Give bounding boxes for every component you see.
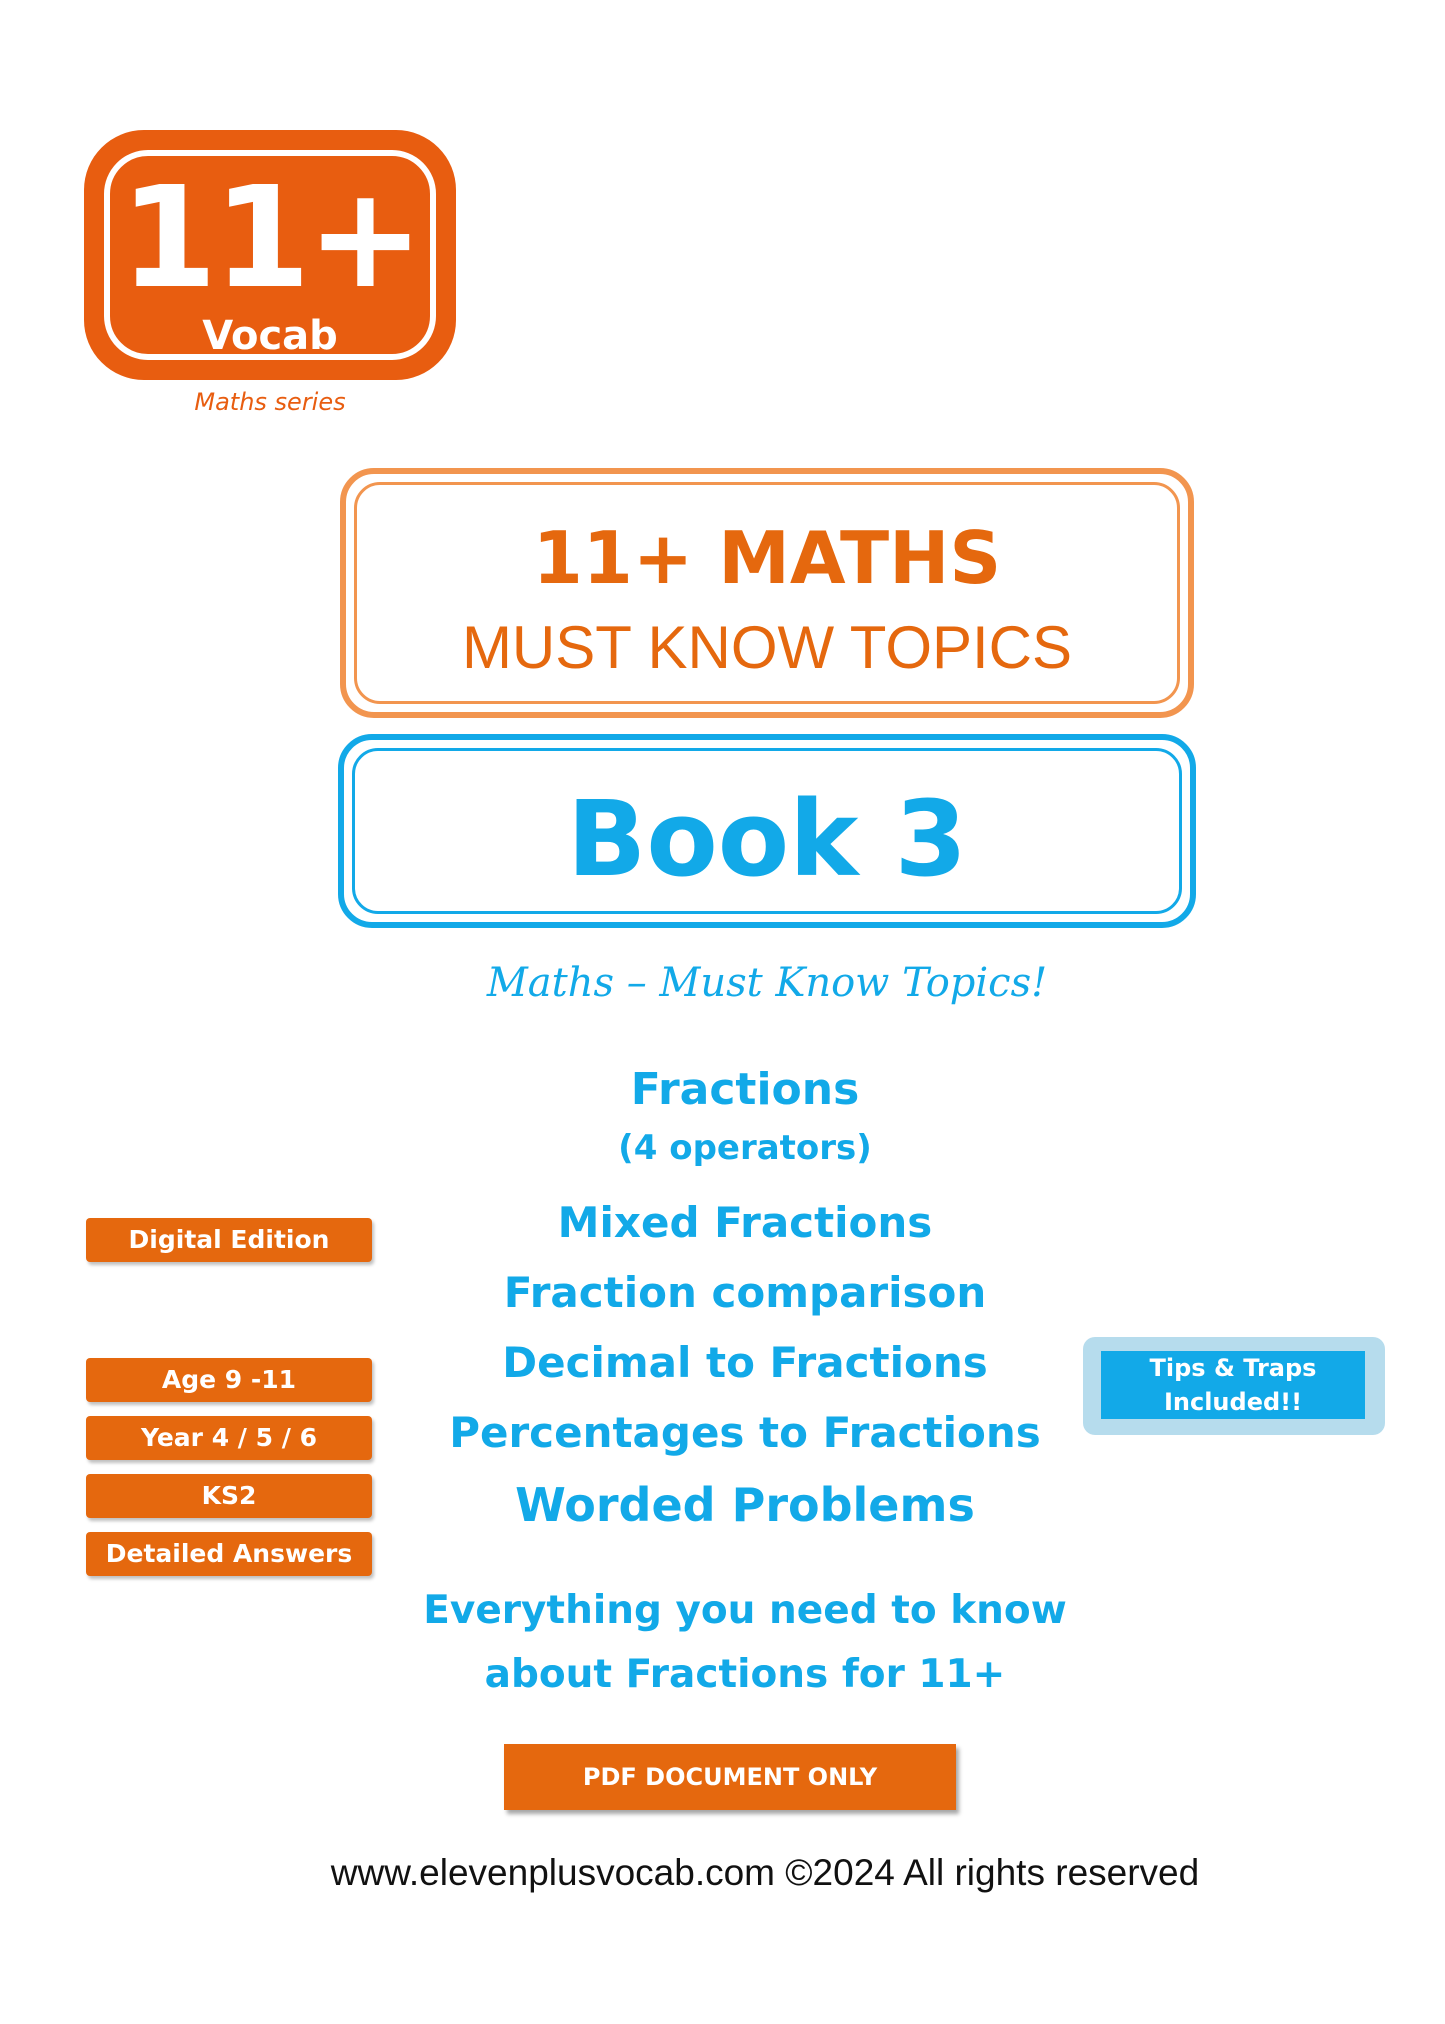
tag-detailed-answers: Detailed Answers [86,1532,372,1576]
logo-word: Vocab [202,313,338,359]
brand-logo [84,130,456,380]
tag-key-stage: KS2 [86,1474,372,1518]
page-subtitle: MUST KNOW TOPICS [461,614,1073,681]
tips-badge-inner [1101,1351,1365,1419]
topic-decimal-to-fractions: Decimal to Fractions [502,1338,988,1387]
page-title: 11+ MATHS [532,516,1002,600]
topic-worded-problems: Worded Problems [515,1478,975,1532]
series-caption: Maths series [194,388,346,416]
summary-line-2: about Fractions for 11+ [484,1652,1006,1697]
copyright-footer: www.elevenplusvocab.com ©2024 All rights reserved [330,1852,1200,1893]
tips-line-1: Tips & Traps [1149,1354,1317,1382]
topic-mixed-fractions: Mixed Fractions [557,1198,933,1247]
logo-frame [104,150,436,360]
topic-operators: (4 operators) [618,1128,872,1168]
summary-line-1: Everything you need to know [423,1588,1067,1633]
book-box [338,734,1196,928]
topic-percentages-to-fractions: Percentages to Fractions [449,1408,1041,1457]
tips-badge [1083,1337,1385,1435]
tag-digital-edition: Digital Edition [86,1218,372,1262]
title-box [340,468,1194,718]
tips-line-2: Included!! [1163,1388,1303,1416]
book-number: Book 3 [567,778,967,900]
topic-fractions: Fractions [630,1064,860,1115]
pdf-only-banner: PDF DOCUMENT ONLY [504,1744,956,1810]
tag-year: Year 4 / 5 / 6 [86,1416,372,1460]
tagline: Maths – Must Know Topics! [486,960,1048,1006]
tag-age: Age 9 -11 [86,1358,372,1402]
topic-fraction-comparison: Fraction comparison [503,1268,987,1317]
logo-number: 11+ [119,157,421,320]
